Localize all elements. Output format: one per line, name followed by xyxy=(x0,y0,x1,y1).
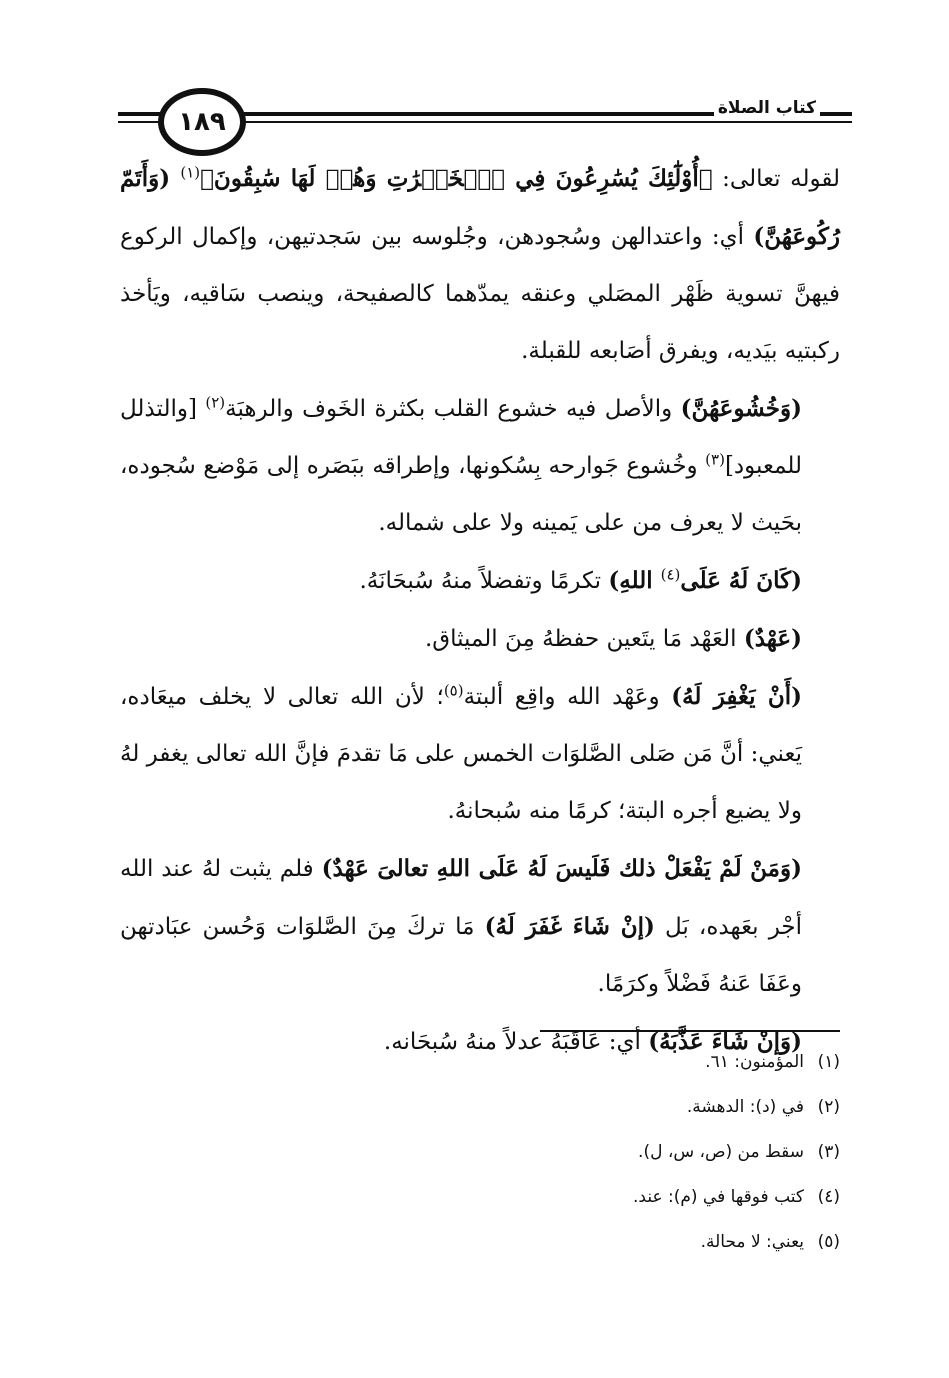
page-header xyxy=(118,88,852,150)
paragraph xyxy=(120,668,840,840)
paragraph-text: تكرمًا وتفضلاً منهُ سُبحَانَهُ. xyxy=(359,568,609,594)
paragraph-text: فلم يثبت لهُ عند الله أجْر بعَهده، بَل xyxy=(120,856,802,940)
footnote-number: (٥) xyxy=(817,1232,840,1252)
lemma: (وَأَتَمّ رُكُوعَهُنَّ) xyxy=(120,165,840,250)
lemma: (إنْ شَاءَ غَفَرَ لَهُ) xyxy=(484,913,655,940)
footnote-number: (٢) xyxy=(817,1097,840,1117)
footnote-ref: (٣) xyxy=(705,450,725,469)
paragraph-text: لقوله تعالى: xyxy=(712,166,840,192)
header-rule xyxy=(236,121,852,123)
footnote-item xyxy=(400,1085,840,1130)
footnote-item xyxy=(400,1175,840,1220)
paragraph xyxy=(120,380,840,552)
lemma: (كَانَ لَهُ عَلَى xyxy=(680,567,802,594)
footnote-separator xyxy=(540,1030,840,1032)
paragraph-text: ؛ لأن الله تعالى لا يخلف ميعَاده، يَعني: أنَّ مَن صَلى الصَّلوَات الخمس على مَا تقدمَ فإنَّ الله تعالى يغفر لهُ ولا يضيع أجره البتة؛ كرمًا منه سُبحانهُ. xyxy=(120,684,802,824)
paragraph xyxy=(120,610,840,668)
footnote-ref: (٤) xyxy=(660,565,681,584)
paragraph xyxy=(120,840,840,1013)
footnote-text: يعني: لا محالة. xyxy=(700,1232,804,1252)
lemma: (وَإنْ شَاءَ عَذَّبَهُ) xyxy=(648,1028,802,1055)
paragraph-text: مَا تركَ مِنَ الصَّلوَات وَحُسن عبَادتهن وعَفَا عَنهُ فَضْلاً وكرَمًا. xyxy=(120,914,802,997)
quran-verse: ﴿أُوْلَٰٓئِكَ يُسَٰرِعُونَ فِي ٱلۡخَيۡرَٰتِ وَهُمۡ لَهَا سَٰبِقُونَ﴾ xyxy=(200,165,713,192)
footnote-item xyxy=(400,1040,840,1085)
footnote-ref: (٢) xyxy=(205,393,226,412)
paragraph-text: وخُشوع جَوارحه بِسُكونها، وإطراقه ببَصَره إلى مَوْضع سُجوده، بحَيث لا يعرف من على يَمينه ولا على شماله. xyxy=(120,453,802,536)
paragraph-text: العَهْد مَا يتَعين حفظهُ مِنَ الميثاق. xyxy=(424,626,744,652)
paragraph-text: وعَهْد الله واقِع ألبتة xyxy=(463,684,672,710)
footnote-text: كتب فوقها في (م): عند. xyxy=(633,1187,804,1207)
paragraph-text: أي: واعتدالهن وسُجودهن، وجُلوسه بين سَجدتيهن، وإكمال الركوع فيهنَّ تسوية ظَهْر المصَلي وعنقه يمدّهما كالصفيحة، وينصب سَاقيه، ويَأخذ ركبتيه بيَديه، ويفرق أصَابعه للقبلة. xyxy=(120,224,840,364)
footnote-number: (٤) xyxy=(817,1187,840,1207)
paragraph-text: [والتذلل للمعبود] xyxy=(120,396,802,479)
footnote-text: سقط من (ص، س، ل). xyxy=(638,1142,804,1162)
paragraph-text: والأصل فيه خشوع القلب بكثرة الخَوف والرهبَة xyxy=(225,396,681,422)
paragraph xyxy=(120,150,840,380)
footnote-ref: (٥) xyxy=(443,681,464,700)
main-text xyxy=(120,150,840,1071)
footnote-text: في (د): الدهشة. xyxy=(686,1097,804,1117)
lemma: (أَنْ يَغْفِرَ لَهُ) xyxy=(671,683,802,710)
footnote-number: (١) xyxy=(817,1052,840,1072)
footnote-ref: (١) xyxy=(180,163,201,182)
lemma: (وَخُشُوعَهُنَّ) xyxy=(680,395,802,422)
footnote-item xyxy=(400,1220,840,1265)
footnote-item xyxy=(400,1130,840,1175)
lemma: اللهِ) xyxy=(608,567,661,594)
chapter-title: كتاب الصلاة xyxy=(714,98,820,118)
footnotes xyxy=(400,1040,840,1265)
paragraph-text: أي: عَاقَبَهُ عدلاً منهُ سُبحَانه. xyxy=(383,1029,649,1055)
lemma: (عَهْدٌ) xyxy=(743,625,802,652)
footnote-number: (٣) xyxy=(817,1142,840,1162)
paragraph xyxy=(120,552,840,610)
footnote-text: المؤمنون: ٦١. xyxy=(705,1052,804,1072)
page-number: ١٨٩ xyxy=(158,88,246,156)
lemma: (وَمَنْ لَمْ يَفْعَلْ ذلك فَلَيسَ لَهُ عَلَى اللهِ تعالىَ عَهْدٌ) xyxy=(321,855,802,882)
